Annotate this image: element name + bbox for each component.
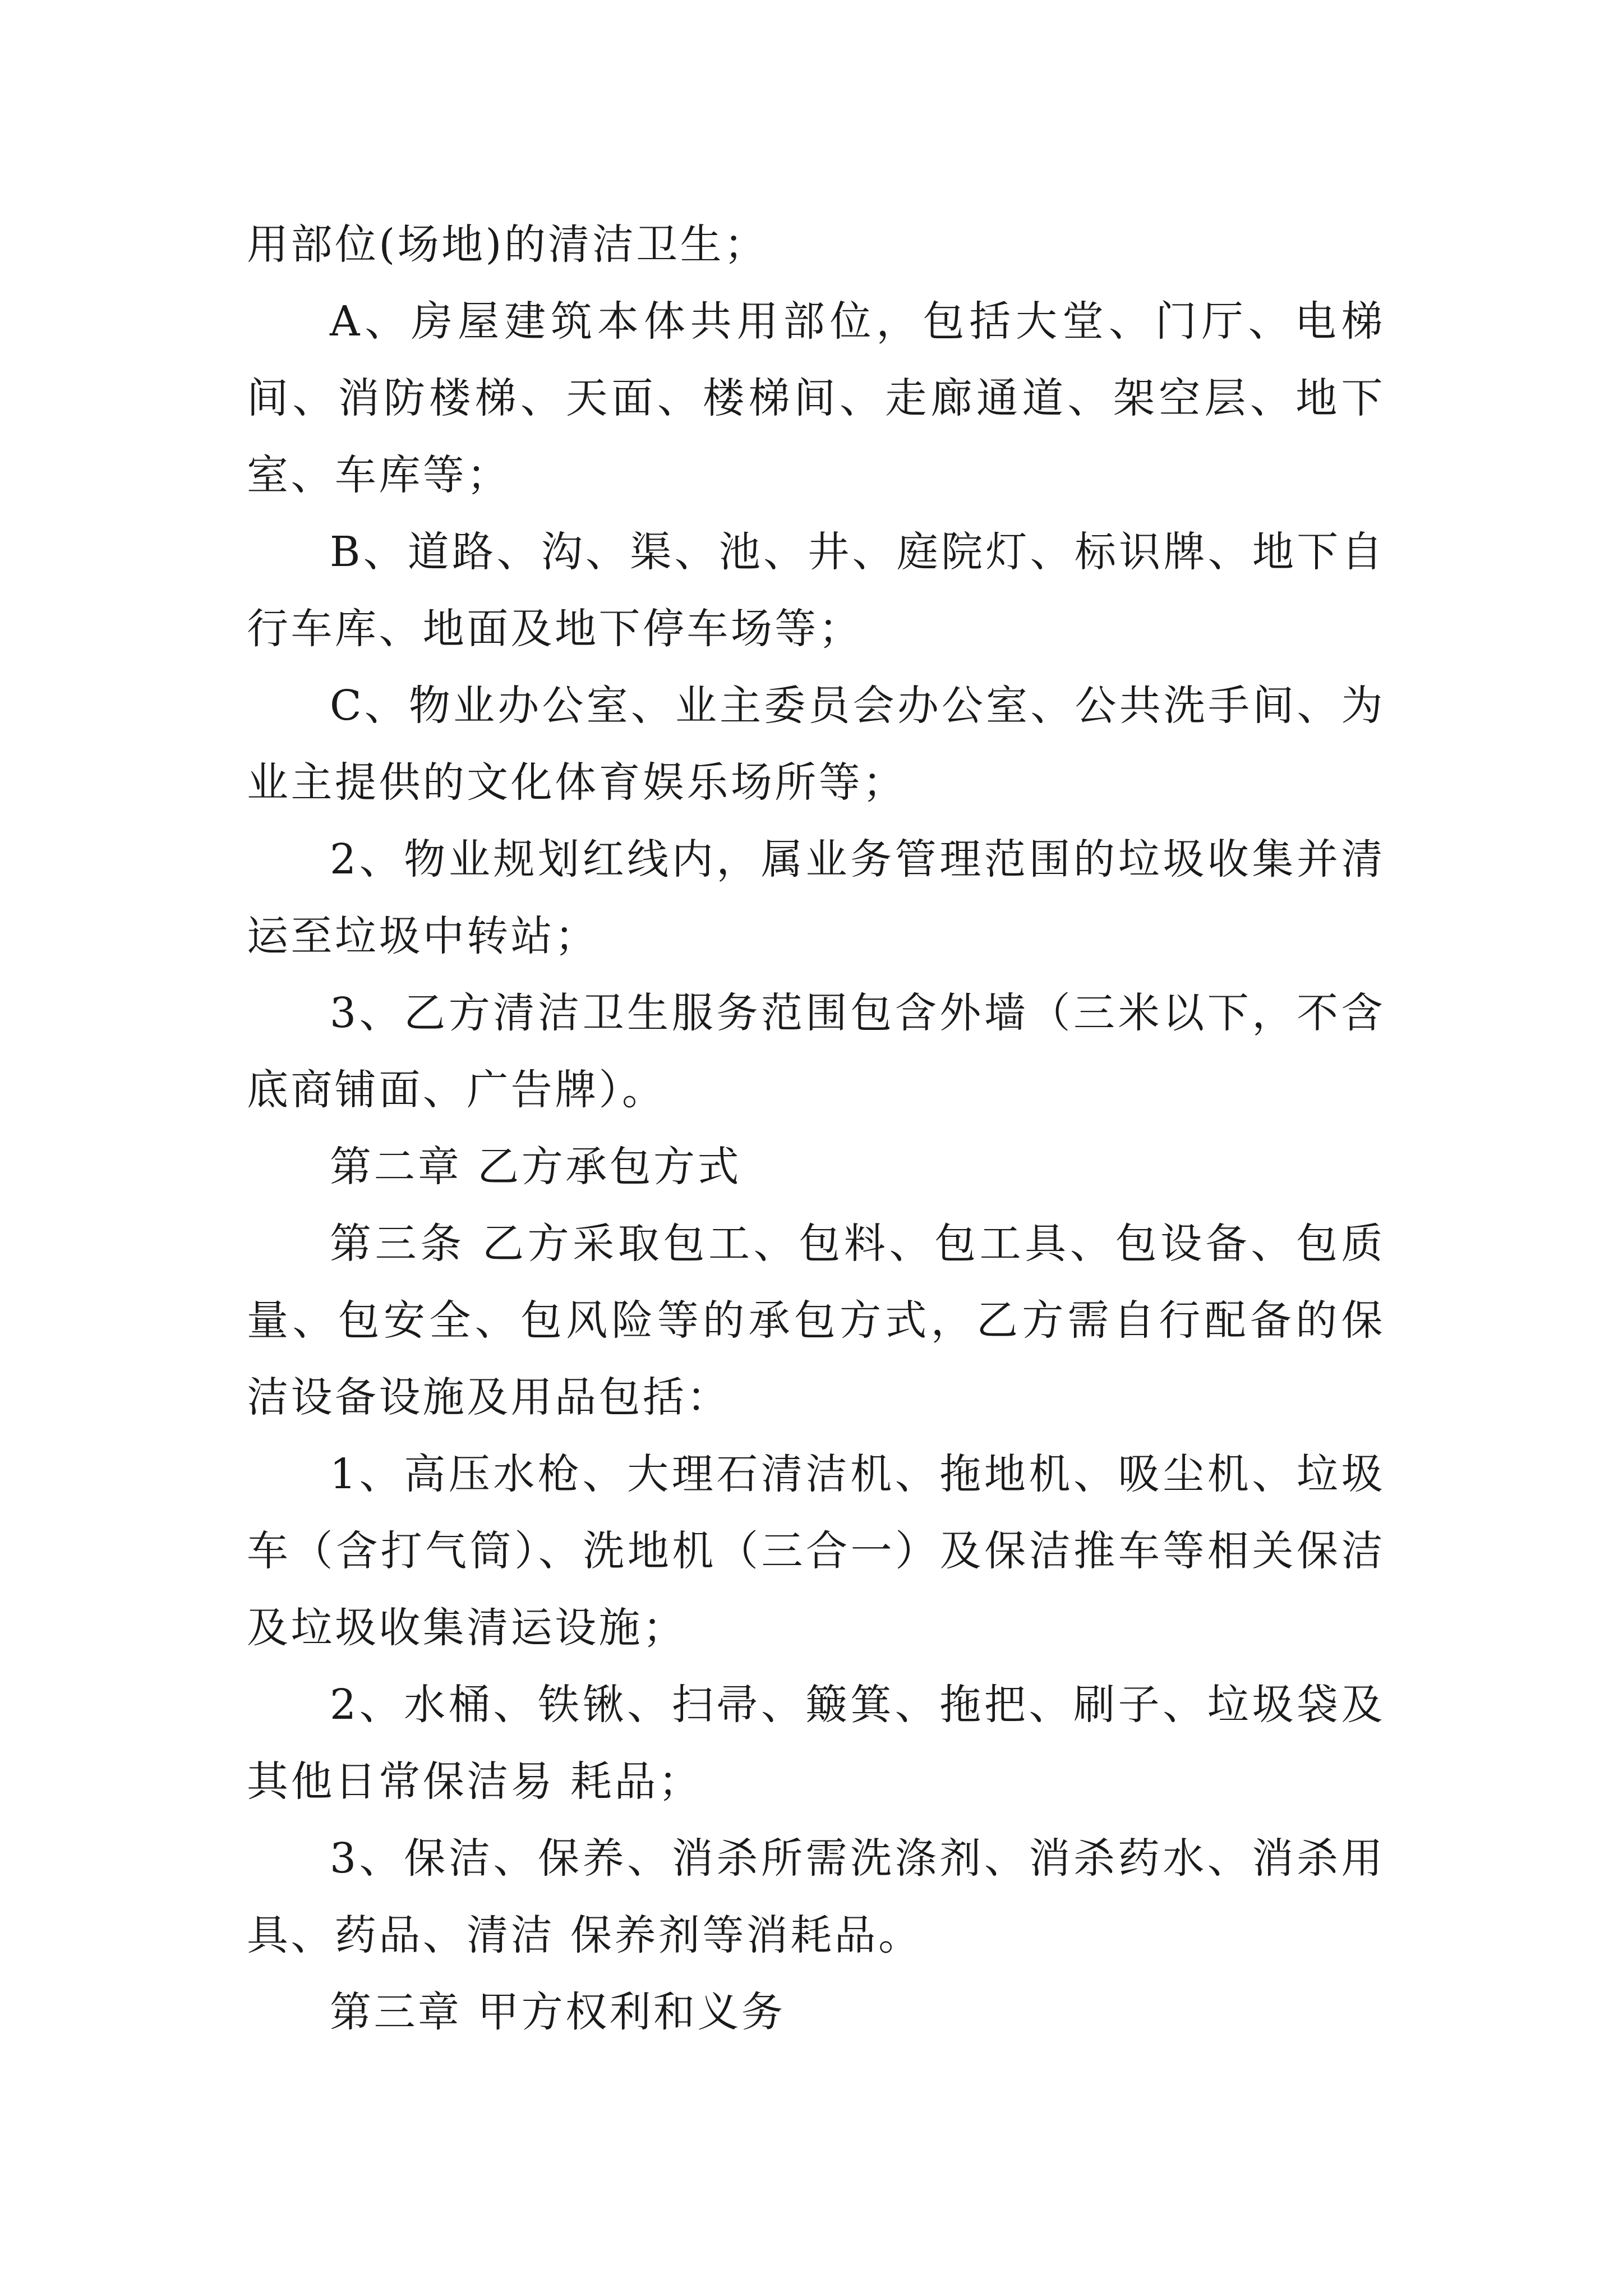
chapter-heading-2: 第二章 乙方承包方式 [330, 1143, 741, 1191]
paragraph-item-a-building-common-areas: A、房屋建筑本体共用部位，包括大堂、门厅、电梯间、消防楼梯、天面、楼梯间、走廊通道、架空层、地下室、车库等； [247, 297, 1385, 499]
paragraph-item-c-offices-and-public-rooms: C、物业办公室、业主委员会办公室、公共洗手间、为业主提供的文化体育娱乐场所等； [247, 682, 1385, 807]
paragraph-item-3-exterior-wall: 3、乙方清洁卫生服务范围包含外墙（三米以下，不含底商铺面、广告牌）。 [247, 989, 1385, 1114]
paragraph-cleaning-scope-continued: 用部位(场地)的清洁卫生； [247, 220, 768, 269]
paragraph-item-2-garbage-collection: 2、物业规划红线内，属业务管理范围的垃圾收集并清运至垃圾中转站； [247, 835, 1385, 960]
chapter-heading-3: 第三章 甲方权利和义务 [330, 1988, 786, 2036]
paragraph-equipment-item-1: 1、高压水枪、大理石清洁机、拖地机、吸尘机、垃圾车（含打气筒）、洗地机（三合一）及保洁推车等相关保洁及垃圾收集清运设施； [247, 1450, 1385, 1652]
paragraph-equipment-item-3: 3、保洁、保养、消杀所需洗涤剂、消杀药水、消杀用具、药品、清洁 保养剂等消耗品。 [247, 1834, 1385, 1959]
paragraph-item-b-roads-and-facilities: B、道路、沟、渠、池、井、庭院灯、标识牌、地下自行车库、地面及地下停车场等； [247, 528, 1385, 653]
document-body [247, 206, 1385, 2051]
paragraph-equipment-item-2: 2、水桶、铁锹、扫帚、簸箕、拖把、刷子、垃圾袋及其他日常保洁易 耗品； [247, 1681, 1385, 1806]
article-3-contracting-method: 第三条 乙方采取包工、包料、包工具、包设备、包质量、包安全、包风险等的承包方式，乙方需自行配备的保洁设备设施及用品包括： [247, 1220, 1385, 1421]
